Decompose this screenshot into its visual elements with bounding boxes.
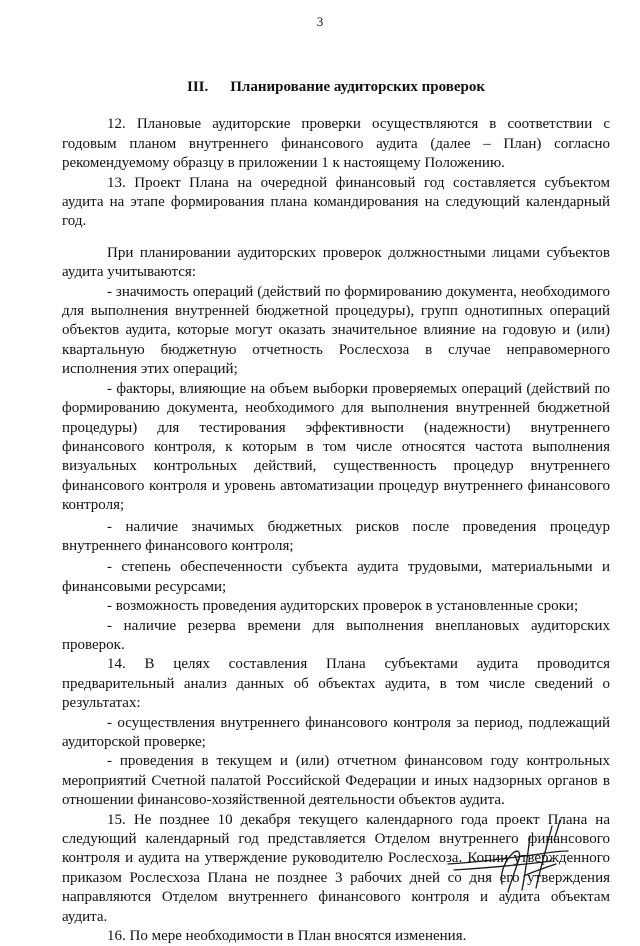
list-item-internal-control: - осуществления внутреннего финансового контроля за период, подлежащий аудиторской проверке; [62,714,610,750]
paragraph-planning-intro: При планировании аудиторских проверок должностными лицами субъектов аудита учитываются: [62,244,610,281]
section-title: Планирование аудиторских проверок [230,79,485,95]
list-item-budget-risks: - наличие значимых бюджетных рисков после проведения процедур внутреннего финансового контроля; [62,518,610,554]
list-item-resources: - степень обеспеченности субъекта аудита трудовыми, материальными и финансовыми ресурсами; [62,559,610,595]
document-body [62,78,610,946]
list-item-deadlines: - возможность проведения аудиторских проверок в установленные сроки; [107,598,579,615]
paragraph-15: 15. Не позднее 10 декабря текущего календарного года проект Плана на следующий календарный год представляется Отделом внутреннего финансового контроля и аудита на утверждение руководителю Рослесхоза. Копии утвержденного приказом Рослесхоза Плана не позднее 3 рабочих дней со дня его утверждения направляются Отделом внутреннего финансового контроля и аудита объектам аудита. [62,811,610,925]
section-number: III. [187,79,209,95]
list-item-audit-chamber: - проведения в текущем и (или) отчетном финансовом году контрольных мероприятий Счетной палатой Российской Федерации и иных надзорных органов в отношении финансово-хозяйственной деятельности объектов аудита. [62,753,610,809]
list-item-significance: - значимость операций (действий по формированию документа, необходимого для выполнения внутренней бюджетной процедуры), групп однотипных операций объектов аудита, которые могут оказать значительное влияние на годовую и (или) квартальную бюджетную отчетность Рослесхоза в случае неправомерного исполнения этих операций; [62,283,610,378]
handwritten-signature [440,818,620,898]
list-item-time-reserve: - наличие резерва времени для выполнения внеплановых аудиторских проверок. [62,617,610,653]
paragraph-12: 12. Плановые аудиторские проверки осуществляются в соответствии с годовым планом внутреннего финансового аудита (далее – План) согласно рекомендуемому образцу в приложении 1 к настоящему Положению. [62,116,610,172]
paragraph-13: 13. Проект Плана на очередной финансовый год составляется субъектом аудита на этапе формирования плана командирования на следующий календарный год. [62,174,610,230]
section-heading [62,78,610,97]
paragraph-16: 16. По мере необходимости в План вносятся изменения. [107,928,467,945]
page-number: 3 [316,14,324,29]
list-item-factors: - факторы, влияющие на объем выборки проверяемых операций (действий по формированию документа, необходимого для выполнения внутренней бюджетной процедуры) для тестирования эффективности (надежности) внутреннего финансового контроля, к которым в том числе относятся частота выполнения визуальных контрольных действий, существенность процедур внутреннего финансового контроля и уровень автоматизации процедур внутреннего финансового контроля; [62,380,610,514]
paragraph-14: 14. В целях составления Плана субъектами аудита проводится предварительный анализ данных об объектах аудита, в том числе сведений о результатах: [62,656,610,712]
